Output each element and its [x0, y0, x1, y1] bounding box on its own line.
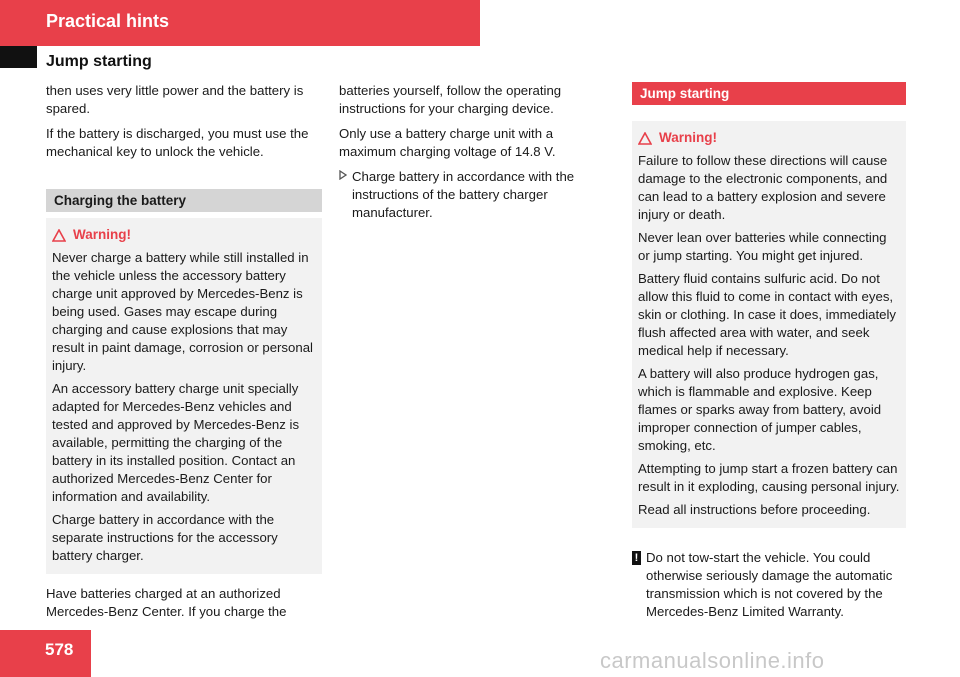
- warning-title: Warning!: [659, 130, 717, 145]
- note-text: Do not tow-start the vehicle. You could otherwise seriously damage the automatic transmission which is not covered by the Mercedes-Benz Limited Warranty.: [646, 550, 893, 619]
- warning-paragraph: Read all instructions before proceeding.: [638, 502, 871, 517]
- warning-triangle-icon: [638, 132, 652, 145]
- triangle-arrow-icon: [339, 168, 352, 222]
- exclamation-icon: !: [632, 551, 641, 565]
- transmission-note: [632, 549, 906, 621]
- warning-paragraph: Never charge a battery while still installed in the vehicle unless the accessory battery charge unit approved by Mercedes-Benz is being used. Gases may escape during charging and cause explosions that may result in paint damage, corrosion or personal injury.: [52, 250, 313, 373]
- chapter-header: [0, 0, 480, 46]
- section-title: Jump starting: [46, 53, 152, 70]
- body-paragraph: Only use a battery charge unit with a maximum charging voltage of 14.8 V.: [339, 126, 556, 159]
- warning-paragraph: Never lean over batteries while connecting or jump starting. You might get injured.: [638, 230, 887, 263]
- body-paragraph: batteries yourself, follow the operating instructions for your charging device.: [339, 83, 562, 116]
- column-right: [632, 82, 906, 621]
- outro-paragraph: Have batteries charged at an authorized Mercedes-Benz Center. If you charge the: [46, 586, 287, 619]
- section-tab-marker: [0, 46, 37, 68]
- warning-paragraph: An accessory battery charge unit specially adapted for Mercedes-Benz vehicles and tested and approved by Mercedes-Benz is available, permitting the charging of the battery in its installed position. Contact an authorized Mercedes-Benz Center for information and availability.: [52, 381, 300, 504]
- warning-triangle-icon: [52, 229, 66, 242]
- page-number-band: [0, 630, 91, 677]
- intro-paragraph: then uses very little power and the battery is spared.: [46, 83, 304, 116]
- instruction-step: [339, 168, 594, 222]
- warning-paragraph: A battery will also produce hydrogen gas, which is flammable and explosive. Keep flames or sparks away from battery, avoid improper connection of jumper cables, smoking, etc.: [638, 366, 882, 453]
- charging-warning-box: [46, 218, 322, 574]
- site-watermark: carmanualsonline.info: [600, 648, 825, 673]
- instruction-step-text: Charge battery in accordance with the instructions of the battery charger manufacturer.: [352, 169, 575, 220]
- warning-paragraph: Failure to follow these directions will cause damage to the electronic components, and can lead to a battery explosion and severe injury or death.: [638, 153, 888, 222]
- column-middle: [339, 82, 594, 222]
- warning-paragraph: Battery fluid contains sulfuric acid. Do not allow this fluid to come in contact with eyes, skin or clothing. In case it does, immediately flush affected area with water, and seek medical help if necessary.: [638, 271, 897, 358]
- charging-battery-heading: Charging the battery: [46, 189, 322, 212]
- intro-paragraph: If the battery is discharged, you must use the mechanical key to unlock the vehicle.: [46, 126, 309, 159]
- jump-starting-heading: Jump starting: [632, 82, 906, 105]
- warning-paragraph: Charge battery in accordance with the separate instructions for the accessory battery charger.: [52, 512, 278, 563]
- warning-title: Warning!: [73, 227, 131, 242]
- warning-paragraph: Attempting to jump start a frozen battery can result in it exploding, causing personal injury.: [638, 461, 900, 494]
- page-number: 578: [45, 640, 74, 659]
- chapter-title: Practical hints: [46, 11, 170, 31]
- column-left: [46, 82, 322, 628]
- jump-warning-box: [632, 121, 906, 528]
